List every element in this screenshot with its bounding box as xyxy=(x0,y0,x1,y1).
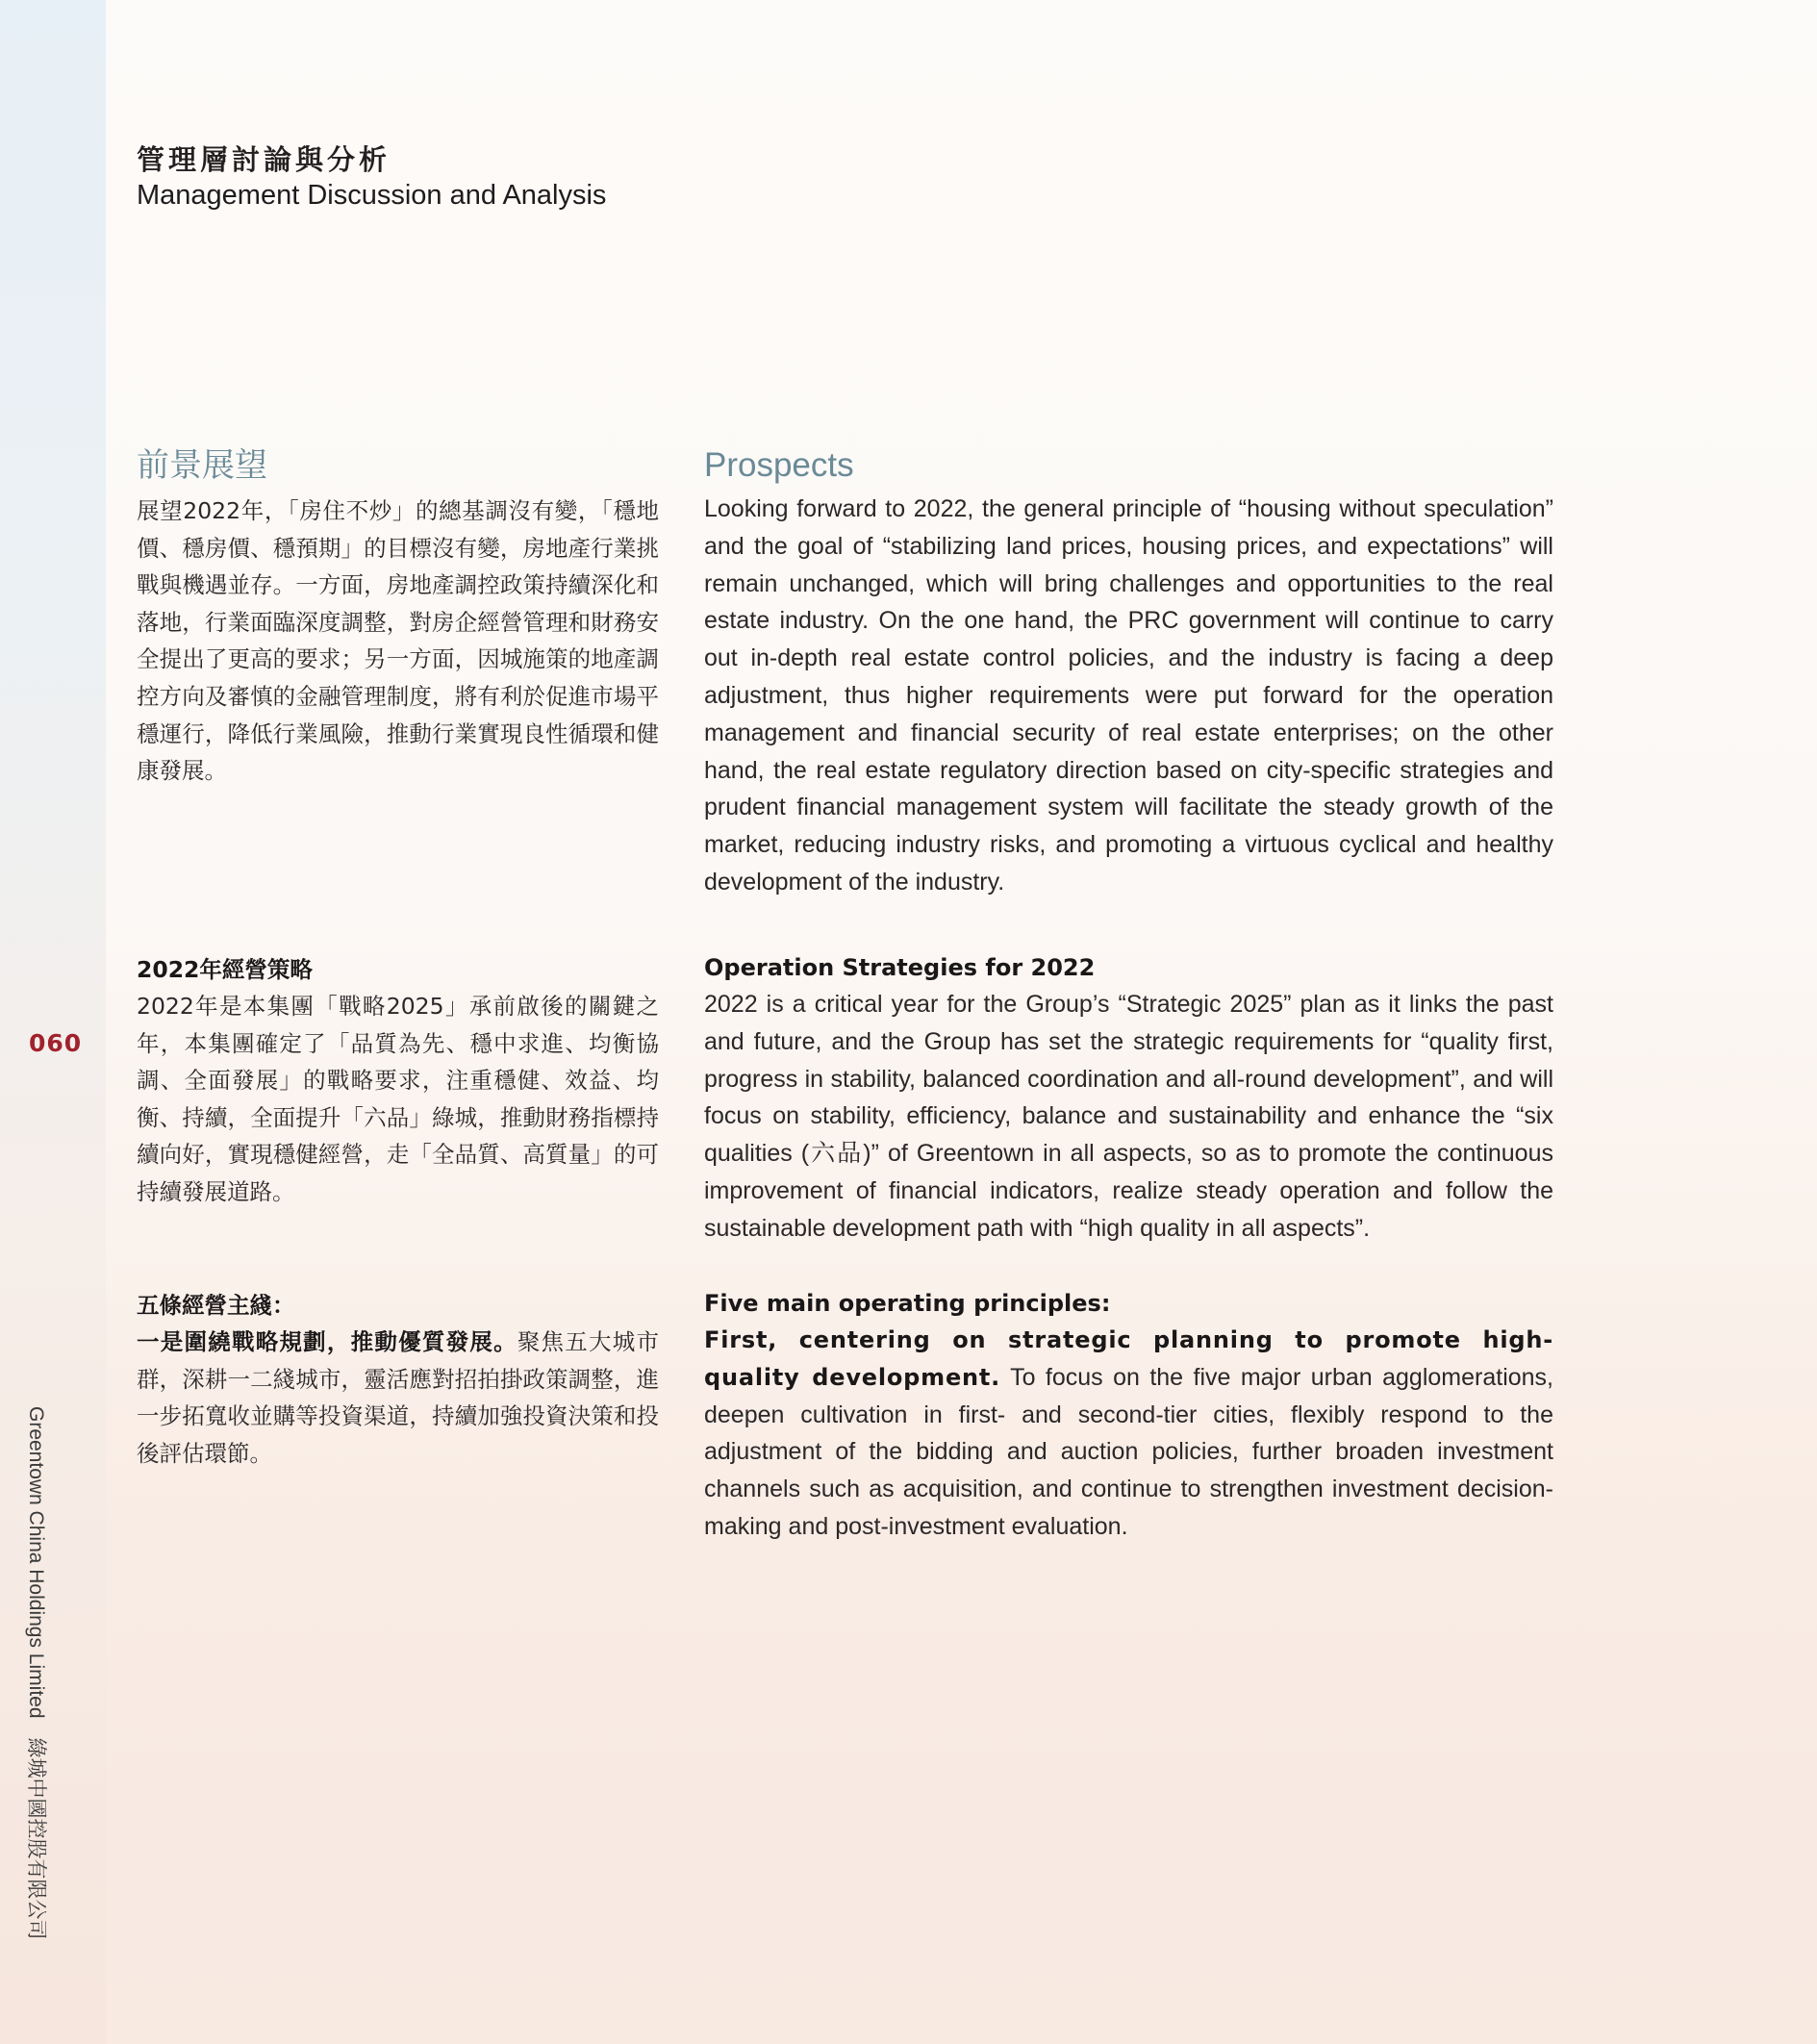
prospects-title-zh: 前景展望 xyxy=(137,446,267,485)
principles-title-en: Five main operating principles: xyxy=(704,1290,1111,1317)
principles-title-zh: 五條經營主綫： xyxy=(137,1292,295,1319)
principles-paragraph-en xyxy=(704,1322,1553,1546)
principle-one-lead-en: First, centering on strategic planning to promote high-quality development. xyxy=(704,1326,1553,1391)
company-name-zh: 綠城中國控股有限公司 xyxy=(25,1737,47,1940)
prospects-title-en: Prospects xyxy=(704,446,854,484)
principles-section-zh xyxy=(137,1287,659,1472)
strategies-section-zh xyxy=(137,951,659,1211)
principles-section-en xyxy=(704,1285,1553,1546)
strategies-body-zh: 2022年是本集團「戰略2025」承前啟後的關鍵之年，本集團確定了「品質為先、穩中求進、均衡協調、全面發展」的戰略要求，注重穩健、效益、均衡、持續，全面提升「六品」綠城，推動財務指標持續向好，實現穩健經營，走「全品質、高質量」的可持續發展道路。 xyxy=(137,993,659,1205)
left-margin-strip xyxy=(0,0,106,2044)
principle-one-body-zh: 聚焦五大城市群，深耕一二綫城市，靈活應對招拍掛政策調整，進一步拓寬收並購等投資渠道，持續加強投資決策和投後評估環節。 xyxy=(137,1328,660,1467)
principle-one-body-en: To focus on the five major urban agglomerations, deepen cultivation in first- and second-tier cities, flexibly respond to the adjustment of the bidding and auction policies, further broaden investment channels such as acquisition, and continue to strengthen investment decision-making and post-investment evaluation. xyxy=(704,1363,1553,1540)
principles-paragraph-zh xyxy=(137,1324,659,1472)
strategies-body-en: 2022 is a critical year for the Group’s “Strategic 2025” plan as it links the past and future, and the Group has set the strategic requirements for “quality first, progress in stability, balanced coordination and all-round development”, and will focus on stability, efficiency, balance and sustainability and enhance the “six qualities (六品)” of Greentown in all aspects, so as to promote the continuous improvement of financial indicators, realize steady operation and follow the sustainable development path with “high quality in all aspects”. xyxy=(704,991,1553,1242)
company-name-vertical xyxy=(23,1406,52,1940)
header-title-zh: 管理層討論與分析 xyxy=(137,143,391,176)
prospects-section-en xyxy=(704,444,1553,901)
prospects-section-zh xyxy=(137,444,659,790)
strategies-section-en xyxy=(704,949,1553,1248)
header-title-en: Management Discussion and Analysis xyxy=(137,180,607,211)
company-name-en: Greentown China Holdings Limited xyxy=(25,1406,47,1719)
strategies-title-zh: 2022年經營策略 xyxy=(137,956,313,983)
page-number: 060 xyxy=(29,1029,83,1057)
strategies-title-en: Operation Strategies for 2022 xyxy=(704,954,1096,981)
principle-one-lead-zh: 一是圍繞戰略規劃，推動優質發展。 xyxy=(137,1328,517,1355)
prospects-body-zh: 展望2022年，「房住不炒」的總基調沒有變，「穩地價、穩房價、穩預期」的目標沒有變，房地產行業挑戰與機遇並存。一方面，房地產調控政策持續深化和落地，行業面臨深度調整，對房企經營管理和財務安全提出了更高的要求；另一方面，因城施策的地產調控方向及審慎的金融管理制度，將有利於促進市場平穩運行，降低行業風險，推動行業實現良性循環和健康發展。 xyxy=(137,497,659,785)
prospects-body-en: Looking forward to 2022, the general principle of “housing without speculation” and the goal of “stabilizing land prices, housing prices, and expectations” will remain unchanged, which will bring challenges and opportunities to the real estate industry. On the one hand, the PRC government will continue to carry out in-depth real estate control policies, and the industry is facing a deep adjustment, thus higher requirements were put forward for the operation management and financial security of real estate enterprises; on the other hand, the real estate regulatory direction based on city-specific strategies and prudent financial management system will facilitate the steady growth of the market, reducing industry risks, and promoting a virtuous cyclical and healthy development of the industry. xyxy=(704,495,1553,896)
page-header xyxy=(137,142,606,214)
